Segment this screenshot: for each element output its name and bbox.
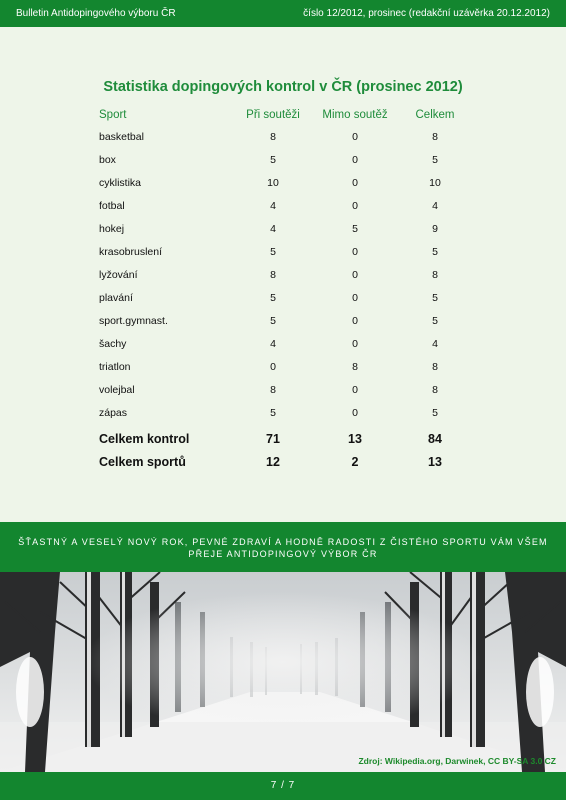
in-competition-value: 5 xyxy=(270,407,276,419)
total-value: 10 xyxy=(429,177,441,189)
sport-name: lyžování xyxy=(99,269,138,281)
sport-name: triatlon xyxy=(99,361,131,373)
sport-name: fotbal xyxy=(99,200,125,212)
total-value: 5 xyxy=(432,292,438,304)
column-header-out-of-competition: Mimo soutěž xyxy=(322,109,388,121)
in-competition-value: 4 xyxy=(270,338,276,350)
page-number: 7 / 7 xyxy=(270,780,296,791)
out-of-competition-value: 0 xyxy=(352,131,358,143)
table-row xyxy=(0,338,566,354)
in-competition-value: 0 xyxy=(270,361,276,373)
out-of-competition-value: 13 xyxy=(348,432,362,446)
total-value: 8 xyxy=(432,361,438,373)
total-value: 84 xyxy=(428,432,442,446)
in-competition-value: 5 xyxy=(270,246,276,258)
issue-info: číslo 12/2012, prosinec (redakční uzávěrka 20.12.2012) xyxy=(303,8,550,19)
sport-name: Celkem sportů xyxy=(99,455,186,469)
in-competition-value: 71 xyxy=(266,432,280,446)
in-competition-value: 4 xyxy=(270,200,276,212)
sport-name: basketbal xyxy=(99,131,144,143)
table-row xyxy=(0,384,566,400)
sport-name: hokej xyxy=(99,223,125,235)
table-row xyxy=(0,292,566,308)
bulletin-name: Bulletin Antidopingového výboru ČR xyxy=(16,8,176,19)
out-of-competition-value: 0 xyxy=(352,338,358,350)
table-row xyxy=(0,154,566,170)
column-header-in-competition: Při soutěži xyxy=(246,109,300,121)
table-row xyxy=(0,407,566,423)
greeting-banner xyxy=(0,522,566,572)
totals-row xyxy=(0,455,566,471)
photo-credit: Zdroj: Wikipedia.org, Darwinek, CC BY-SA 3.0 CZ xyxy=(358,756,556,766)
total-value: 5 xyxy=(432,154,438,166)
out-of-competition-value: 8 xyxy=(352,361,358,373)
statistics-panel xyxy=(0,27,566,522)
in-competition-value: 12 xyxy=(266,455,280,469)
in-competition-value: 8 xyxy=(270,384,276,396)
total-value: 5 xyxy=(432,246,438,258)
sport-name: šachy xyxy=(99,338,127,350)
total-value: 8 xyxy=(432,269,438,281)
out-of-competition-value: 0 xyxy=(352,315,358,327)
sport-name: Celkem kontrol xyxy=(99,432,190,446)
out-of-competition-value: 0 xyxy=(352,177,358,189)
in-competition-value: 5 xyxy=(270,154,276,166)
total-value: 5 xyxy=(432,315,438,327)
out-of-competition-value: 5 xyxy=(352,223,358,235)
in-competition-value: 5 xyxy=(270,315,276,327)
table-row xyxy=(0,315,566,331)
in-competition-value: 5 xyxy=(270,292,276,304)
out-of-competition-value: 0 xyxy=(352,154,358,166)
sport-name: cyklistika xyxy=(99,177,142,189)
out-of-competition-value: 0 xyxy=(352,269,358,281)
sport-name: krasobruslení xyxy=(99,246,163,258)
table-row xyxy=(0,177,566,193)
footer-bar xyxy=(0,772,566,800)
snowy-tree-avenue-image xyxy=(0,572,566,772)
in-competition-value: 4 xyxy=(270,223,276,235)
out-of-competition-value: 0 xyxy=(352,384,358,396)
total-value: 9 xyxy=(432,223,438,235)
in-competition-value: 8 xyxy=(270,131,276,143)
table-row xyxy=(0,246,566,262)
total-value: 8 xyxy=(432,131,438,143)
in-competition-value: 8 xyxy=(270,269,276,281)
table-row xyxy=(0,223,566,239)
out-of-competition-value: 2 xyxy=(351,455,359,469)
page-title: Statistika dopingových kontrol v ČR (prosinec 2012) xyxy=(103,79,463,95)
in-competition-value: 10 xyxy=(267,177,279,189)
totals-row xyxy=(0,432,566,448)
sport-name: sport.gymnast. xyxy=(99,315,168,327)
out-of-competition-value: 0 xyxy=(352,292,358,304)
total-value: 4 xyxy=(432,200,438,212)
total-value: 8 xyxy=(432,384,438,396)
out-of-competition-value: 0 xyxy=(352,246,358,258)
out-of-competition-value: 0 xyxy=(352,407,358,419)
snowy-tree-avenue-photo xyxy=(0,572,566,772)
header-bar xyxy=(0,0,566,27)
column-header-sport: Sport xyxy=(99,109,127,121)
greeting-line-1: ŠŤASTNÝ A VESELÝ NOVÝ ROK, PEVNÉ ZDRAVÍ A HODNĚ RADOSTI Z ČISTÉHO SPORTU VÁM VŠEM xyxy=(18,537,548,547)
out-of-competition-value: 0 xyxy=(352,200,358,212)
greeting-line-2: PŘEJE ANTIDOPINGOVÝ VÝBOR ČR xyxy=(188,549,378,559)
table-row xyxy=(0,131,566,147)
table-row xyxy=(0,269,566,285)
table-row xyxy=(0,200,566,216)
table-row xyxy=(0,361,566,377)
sport-name: box xyxy=(99,154,116,166)
sport-name: plavání xyxy=(99,292,133,304)
sport-name: volejbal xyxy=(99,384,135,396)
sport-name: zápas xyxy=(99,407,128,419)
total-value: 4 xyxy=(432,338,438,350)
column-header-total: Celkem xyxy=(415,109,455,121)
total-value: 13 xyxy=(428,455,442,469)
total-value: 5 xyxy=(432,407,438,419)
